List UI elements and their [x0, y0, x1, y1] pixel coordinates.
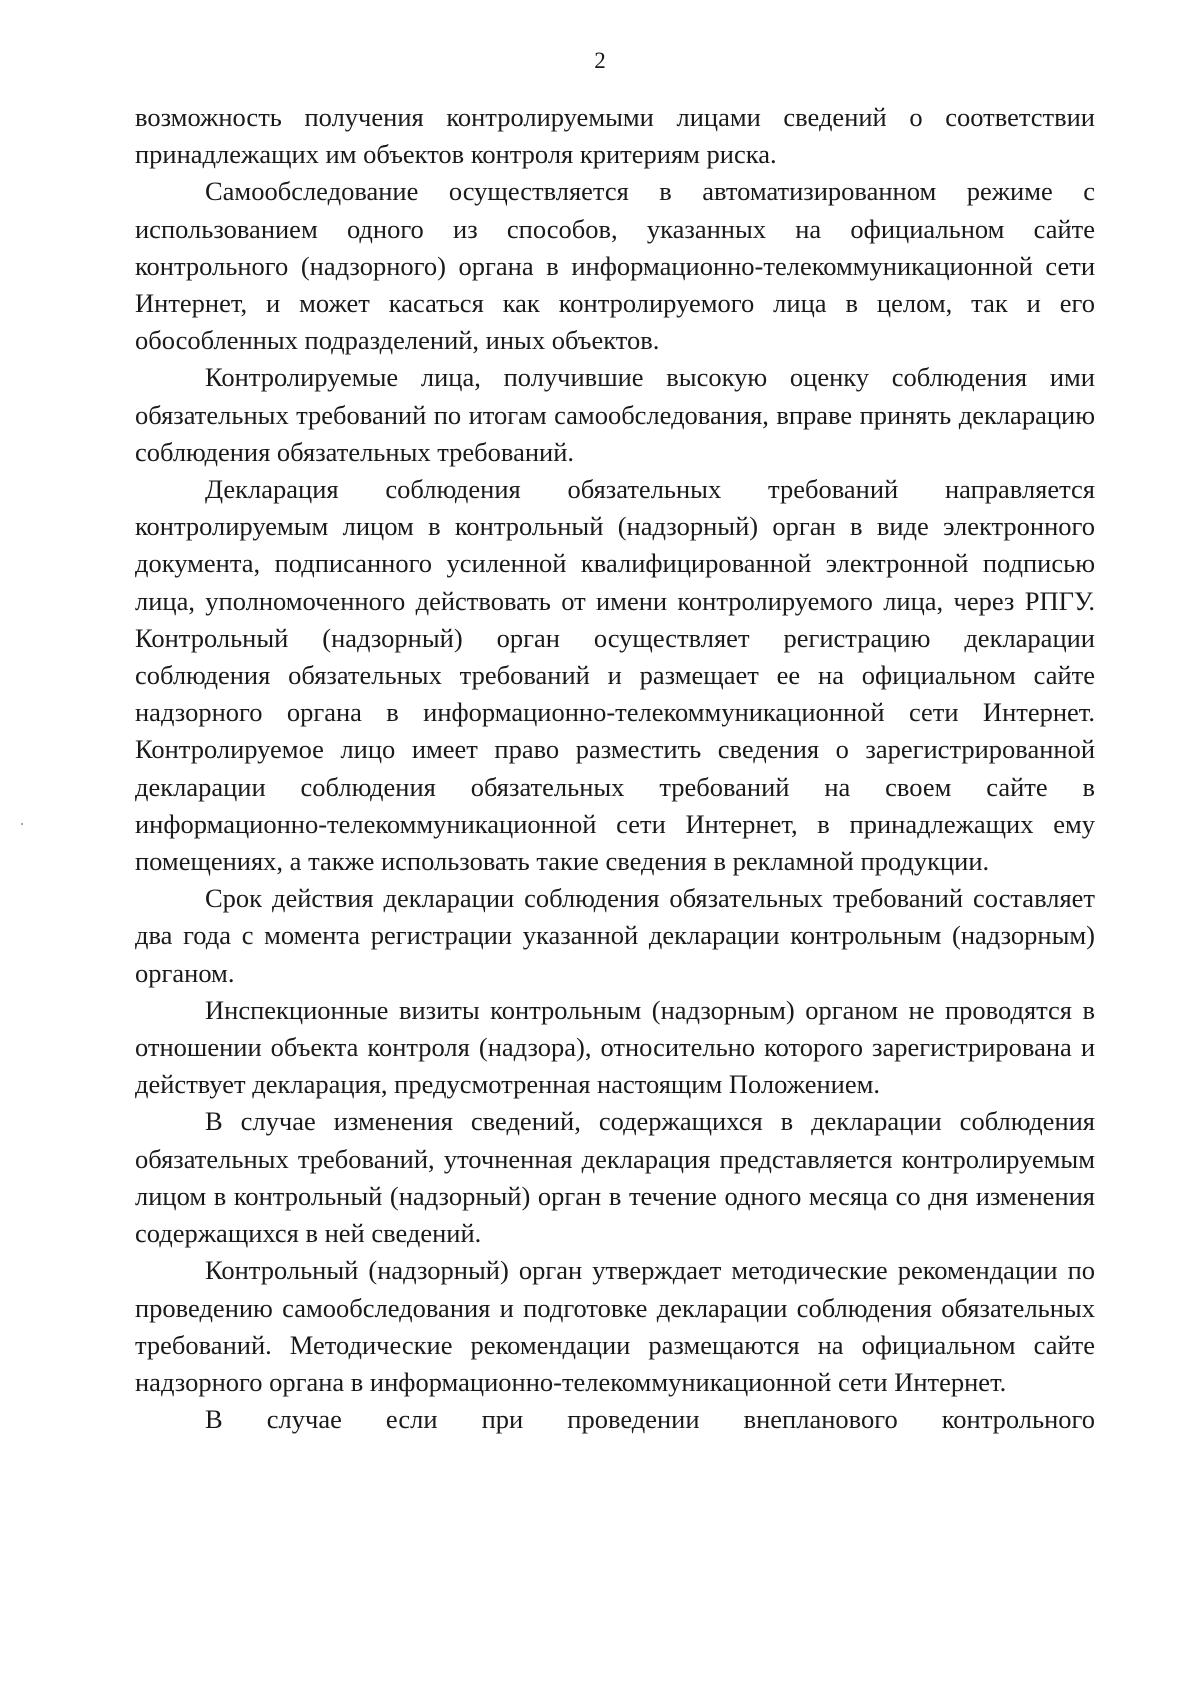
- scan-speck: [21, 823, 23, 825]
- paragraph-declaration-right: Контролируемые лица, получившие высокую оценку соблюдения ими обязательных требований по итогам самообследования, вправе принять декларацию соблюдения обязательных требований.: [135, 362, 1095, 467]
- paragraph-inspection-visits: Инспекционные визиты контрольным (надзорным) органом не проводятся в отношении объекта контроля (надзора), относительно которого зарегистрирована и действует декларация, предусмотренная настоящим Положением.: [135, 994, 1095, 1100]
- paragraph-declaration-submission: Декларация соблюдения обязательных требований направляется контролируемым лицом в контрольный (надзорный) орган в виде электронного документа, подписанного усиленной квалифицированной электронной подписью лица, уполномоченного действовать от имени контролируемого лица, через РПГУ. Контрольный (надзорный) орган осуществляет регистрацию декларации соблюдения обязательных требований и размещает ее на официальном сайте надзорного органа в информационно-телекоммуникационной сети Интернет. Контролируемое лицо имеет право разместить сведения о зарегистрированной декларации соблюдения обязательных требований на своем сайте в информационно-телекоммуникационной сети Интернет, в принадлежащих ему помещениях, а также использовать такие сведения в рекламной продукции.: [135, 474, 1095, 877]
- paragraph-continuation: возможность получения контролируемыми лицами сведений о соответствии принадлежащих им объектов контроля критериям риска.: [135, 102, 1095, 170]
- paragraph-declaration-validity: Срок действия декларации соблюдения обязательных требований составляет два года с момента регистрации указанной декларации контрольным (надзорным) органом.: [135, 883, 1095, 988]
- paragraph-declaration-update: В случае изменения сведений, содержащихся в декларации соблюдения обязательных требований, уточненная декларация представляется контролируемым лицом в контрольный (надзорный) орган в течение одного месяца со дня изменения содержащихся в ней сведений.: [135, 1106, 1095, 1249]
- paragraph-methodical-recommendations: Контрольный (надзорный) орган утверждает методические рекомендации по проведению самообследования и подготовке декларации соблюдения обязательных требований. Методические рекомендации размещаются на официальном сайте надзорного органа в информационно-телекоммуникационной сети Интернет.: [135, 1255, 1095, 1397]
- page-number: 2: [594, 48, 606, 73]
- document-body: [135, 99, 1095, 1438]
- paragraph-self-inspection: Самообследование осуществляется в автоматизированном режиме с использованием одного из способов, указанных на официальном сайте контрольного (надзорного) органа в информационно-телекоммуникационной сети Интернет, и может касаться как контролируемого лица в целом, так и его обособленных подразделений, иных объектов.: [135, 176, 1095, 356]
- paragraph-unplanned-control: В случае если при проведении внепланового контрольного: [205, 1404, 1095, 1435]
